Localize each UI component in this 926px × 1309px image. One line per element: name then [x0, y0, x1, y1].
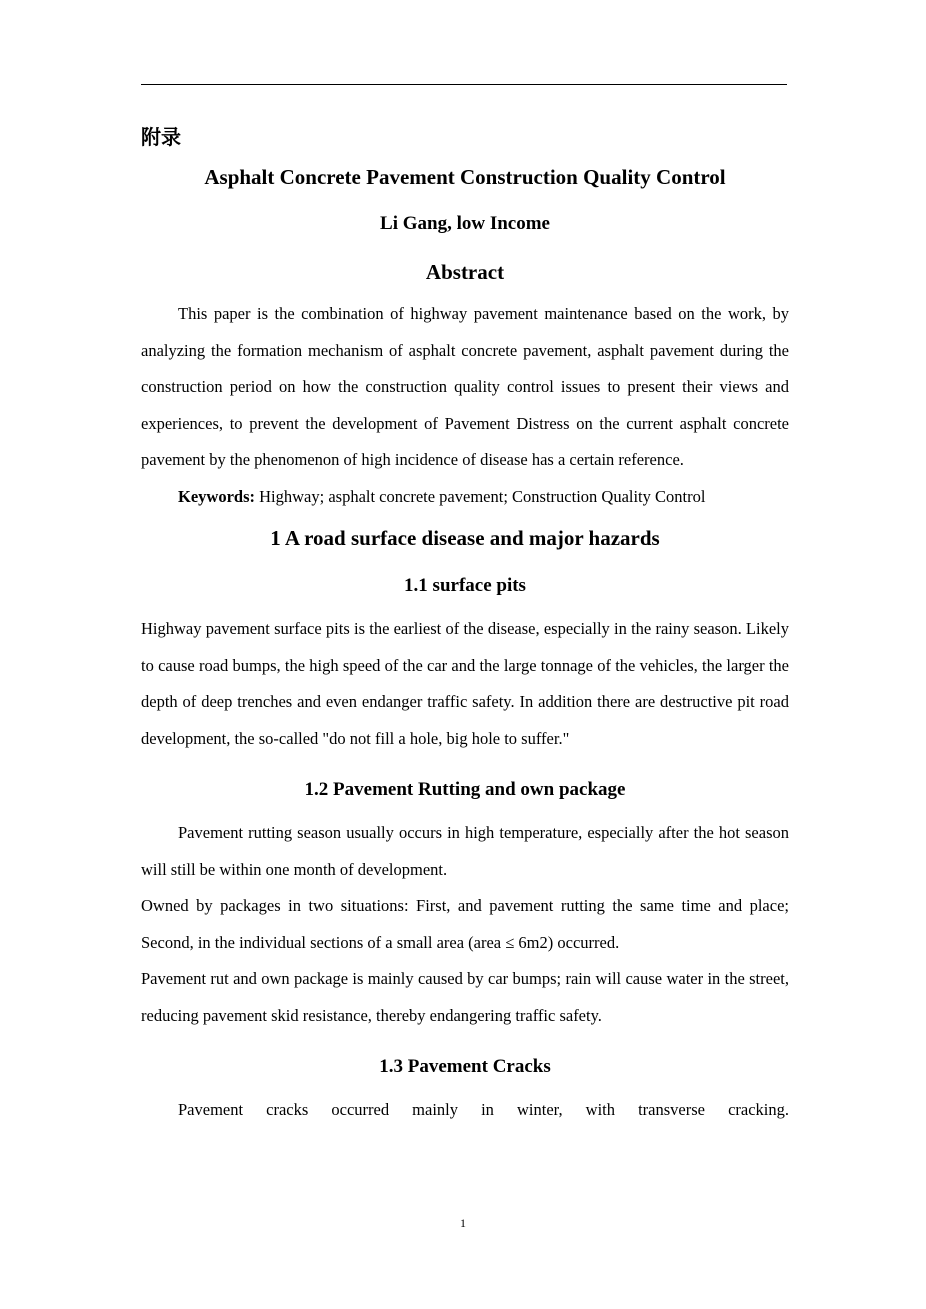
abstract-heading: Abstract	[425, 260, 505, 284]
keywords-text: Highway; asphalt concrete pavement; Construction Quality Control	[255, 486, 706, 506]
keywords-label: Keywords:	[178, 486, 255, 506]
page-number: 1	[460, 1216, 466, 1230]
paper-authors: Li Gang, low Income	[380, 213, 550, 234]
section-1-1-heading: 1.1 surface pits	[404, 575, 526, 596]
section-1-3-text: Pavement cracks occurred mainly in winter, with transverse cracking.	[178, 1100, 789, 1119]
keywords-line	[141, 479, 789, 516]
section-1-3-heading: 1.3 Pavement Cracks	[379, 1056, 551, 1077]
header-rule	[141, 84, 787, 85]
document-body	[141, 118, 789, 1129]
abstract-text: This paper is the combination of highway pavement maintenance based on the work, by analyzing the formation mechanism of asphalt concrete pavement, asphalt pavement during the construction period on how the construction quality control issues to present their views and experiences, to prevent the development of Pavement Distress on the current asphalt concrete pavement by the phenomenon of high incidence of disease has a certain reference.	[141, 304, 789, 469]
paper-title: Asphalt Concrete Pavement Construction Quality Control	[204, 165, 726, 189]
section-1-heading: 1 A road surface disease and major hazards	[270, 526, 660, 550]
appendix-label: 附录	[141, 125, 181, 149]
section-1-2-heading: 1.2 Pavement Rutting and own package	[304, 779, 626, 800]
section-1-2-para-3: Pavement rut and own package is mainly caused by car bumps; rain will cause water in the street, reducing pavement skid resistance, thereby endangering traffic safety.	[141, 969, 789, 1025]
section-1-2-para-2: Owned by packages in two situations: First, and pavement rutting the same time and place; Second, in the individual sections of a small area (area ≤ 6m2) occurred.	[141, 896, 789, 952]
section-1-1-text: Highway pavement surface pits is the earliest of the disease, especially in the rainy season. Likely to cause road bumps, the high speed of the car and the large tonnage of the vehicles, the larger the depth of deep trenches and even endanger traffic safety. In addition there are destructive pit road development, the so-called "do not fill a hole, big hole to suffer."	[141, 619, 789, 748]
section-1-2-para-1: Pavement rutting season usually occurs in high temperature, especially after the hot season will still be within one month of development.	[141, 823, 789, 879]
